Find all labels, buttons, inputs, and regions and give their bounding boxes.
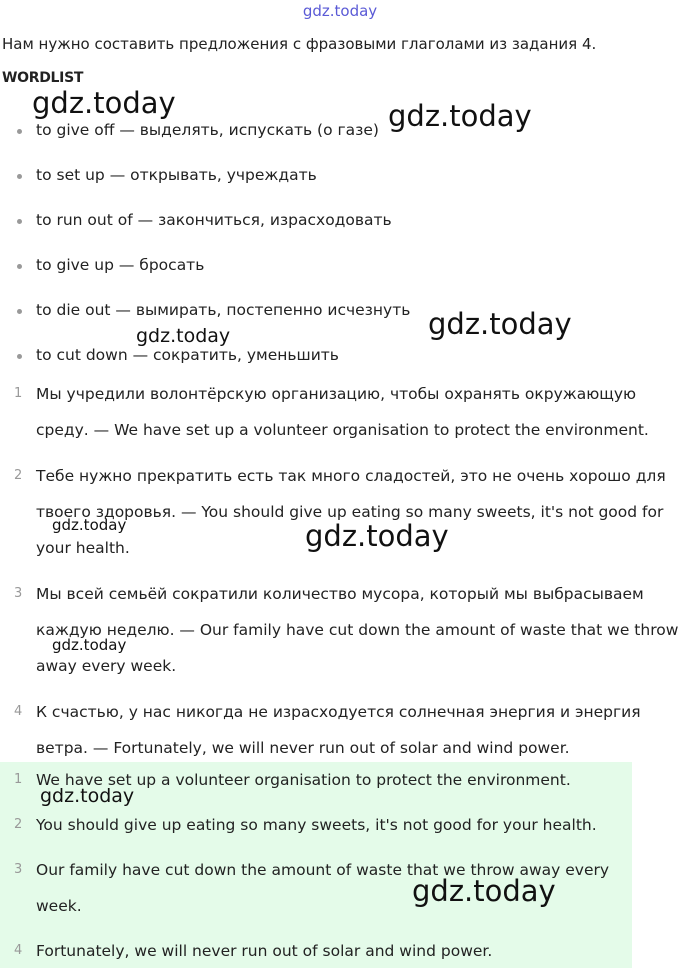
translation-list bbox=[0, 376, 680, 766]
item-number: 1 bbox=[14, 386, 23, 401]
answer-item bbox=[0, 933, 616, 969]
watermark-overlay: gdz.today bbox=[52, 636, 127, 654]
translation-item bbox=[0, 576, 680, 684]
translation-text: К счастью, у нас никогда не израсходуется солнечная энергия и энергия ветра. — Fortunately, we will never run out of solar and wind power. bbox=[36, 703, 641, 757]
wordlist-item bbox=[0, 120, 410, 165]
wordlist-item-text: to set up — открывать, учреждать bbox=[36, 166, 317, 184]
watermark-overlay: gdz.today bbox=[428, 307, 572, 341]
intro-text: Нам нужно составить предложения с фразовыми глаголами из задания 4. bbox=[2, 35, 597, 53]
item-number: 4 bbox=[14, 704, 23, 719]
item-number: 3 bbox=[14, 586, 23, 601]
answer-text: You should give up eating so many sweets, it's not good for your health. bbox=[36, 816, 597, 834]
bullet-icon bbox=[17, 264, 22, 269]
watermark-overlay: gdz.today bbox=[388, 99, 532, 133]
wordlist-item-text: to cut down — сократить, уменьшить bbox=[36, 346, 339, 364]
watermark-overlay: gdz.today bbox=[412, 874, 556, 908]
bullet-icon bbox=[17, 354, 22, 359]
bullet-icon bbox=[17, 174, 22, 179]
wordlist-item bbox=[0, 210, 410, 255]
watermark-overlay: gdz.today bbox=[40, 785, 135, 807]
wordlist bbox=[0, 120, 410, 390]
wordlist-item bbox=[0, 165, 410, 210]
item-number: 4 bbox=[14, 943, 23, 958]
wordlist-item bbox=[0, 255, 410, 300]
wordlist-item-text: to die out — вымирать, постепенно исчезнуть bbox=[36, 301, 411, 319]
translation-item bbox=[0, 376, 676, 448]
watermark-overlay: gdz.today bbox=[52, 516, 127, 534]
header-watermark: gdz.today bbox=[302, 2, 378, 20]
answer-text: Fortunately, we will never run out of solar and wind power. bbox=[36, 942, 493, 960]
bullet-icon bbox=[17, 309, 22, 314]
answer-text: Our family have cut down the amount of waste that we throw away every week. bbox=[36, 861, 610, 915]
item-number: 2 bbox=[14, 468, 23, 483]
answer-item bbox=[0, 852, 616, 924]
answer-text: We have set up a volunteer organisation to protect the environment. bbox=[36, 771, 571, 789]
answer-item bbox=[0, 762, 616, 798]
answer-item bbox=[0, 807, 616, 843]
item-number: 3 bbox=[14, 862, 23, 877]
watermark-overlay: gdz.today bbox=[305, 519, 449, 553]
bullet-icon bbox=[17, 129, 22, 134]
translation-text: Тебе нужно прекратить есть так много сладостей, это не очень хорошо для твоего здоровья. — You should give up eating so many sweets, it's not good for your health. bbox=[36, 467, 666, 557]
wordlist-item-text: to run out of — закончиться, израсходовать bbox=[36, 211, 392, 229]
wordlist-title: WORDLIST bbox=[2, 70, 84, 86]
wordlist-item bbox=[0, 300, 410, 345]
watermark-overlay: gdz.today bbox=[136, 325, 231, 347]
answer-list bbox=[0, 762, 680, 969]
item-number: 1 bbox=[14, 772, 23, 787]
bullet-icon bbox=[17, 219, 22, 224]
translation-item bbox=[0, 694, 676, 766]
translation-text: Мы всей семьёй сократили количество мусора, который мы выбрасываем каждую неделю. — Our family have cut down the amount of waste that we throw away every week. bbox=[36, 585, 679, 675]
wordlist-item-text: to give up — бросать bbox=[36, 256, 205, 274]
item-number: 2 bbox=[14, 817, 23, 832]
translation-item bbox=[0, 458, 666, 566]
wordlist-item-text: to give off — выделять, испускать (о газе) bbox=[36, 121, 379, 139]
translation-text: Мы учредили волонтёрскую организацию, чтобы охранять окружающую среду. — We have set up a volunteer organisation to protect the environment. bbox=[36, 385, 649, 439]
watermark-overlay: gdz.today bbox=[32, 86, 176, 120]
